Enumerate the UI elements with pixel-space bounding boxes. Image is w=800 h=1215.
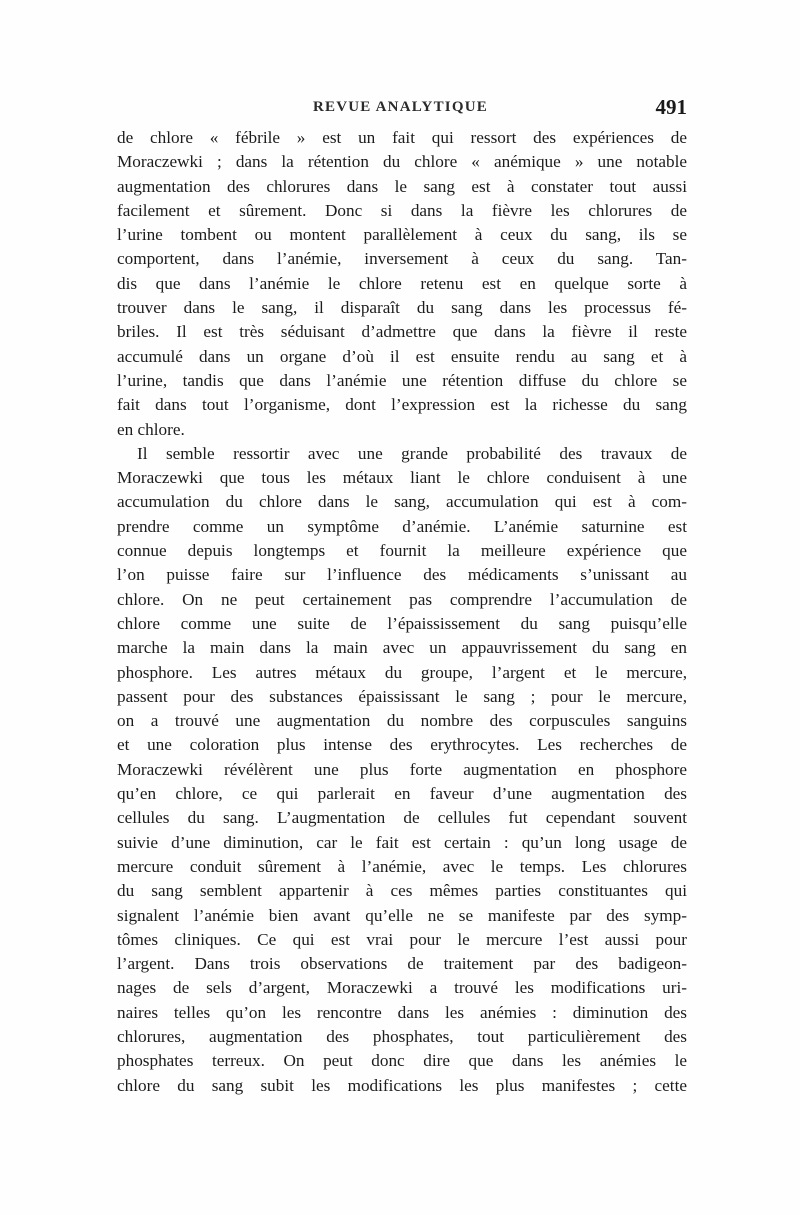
text-line: chlorures, augmentation des phosphates, tout particulièrement des <box>117 1026 687 1046</box>
paragraph-end-line: en chlore. <box>117 419 185 439</box>
body-text <box>117 126 687 1098</box>
text-line: accumulé dans un organe d’où il est ensuite rendu au sang et à <box>117 346 687 366</box>
text-line: tômes cliniques. Ce qui est vrai pour le mercure l’est aussi pour <box>117 929 687 949</box>
text-line: passent pour des substances épaississant le sang ; pour le mercure, <box>117 686 687 706</box>
text-line: l’argent. Dans trois observations de traitement par des badigeon- <box>117 954 687 974</box>
paragraph-first-line: Il semble ressortir avec une grande probabilité des travaux de <box>137 443 687 463</box>
text-line: dis que dans l’anémie le chlore retenu est en quelque sorte à <box>117 273 687 293</box>
text-line: chlore du sang subit les modifications les plus manifestes ; cette <box>117 1075 687 1095</box>
text-line: chlore comme une suite de l’épaississement du sang puisqu’elle <box>117 613 687 633</box>
text-line: marche la main dans la main avec un appauvrissement du sang en <box>117 638 687 658</box>
text-line: et une coloration plus intense des erythrocytes. Les recherches de <box>117 735 687 755</box>
text-line: fait dans tout l’organisme, dont l’expression est la richesse du sang <box>117 395 687 415</box>
text-line: du sang semblent appartenir à ces mêmes parties constituantes qui <box>117 881 687 901</box>
text-line: Moraczewki révélèrent une plus forte augmentation en phosphore <box>117 759 687 779</box>
text-line: accumulation du chlore dans le sang, accumulation qui est à com- <box>117 492 687 512</box>
text-line: phosphore. Les autres métaux du groupe, l’argent et le mercure, <box>117 662 687 682</box>
text-line: qu’en chlore, ce qui parlerait en faveur d’une augmentation des <box>117 784 687 804</box>
text-line: augmentation des chlorures dans le sang est à constater tout aussi <box>117 176 687 196</box>
running-head: REVUE ANALYTIQUE <box>313 99 488 115</box>
text-line: mercure conduit sûrement à l’anémie, avec le temps. Les chlorures <box>117 856 687 876</box>
text-line: de chlore « fébrile » est un fait qui ressort des expériences de <box>117 128 687 147</box>
text-line: trouver dans le sang, il disparaît du sang dans les processus fé- <box>117 298 687 318</box>
text-line: prendre comme un symptôme d’anémie. L’anémie saturnine est <box>117 516 687 536</box>
text-line: signalent l’anémie bien avant qu’elle ne se manifeste par des symp- <box>117 905 687 925</box>
text-line: nages de sels d’argent, Moraczewki a trouvé les modifications uri- <box>117 978 687 998</box>
text-line: naires telles qu’on les rencontre dans les anémies : diminution des <box>117 1002 687 1022</box>
text-line: chlore. On ne peut certainement pas comprendre l’accumulation de <box>117 589 687 609</box>
text-line: Moraczewki que tous les métaux liant le chlore conduisent à une <box>117 468 687 488</box>
text-line: connue depuis longtemps et fournit la meilleure expérience que <box>117 541 687 561</box>
text-line: briles. Il est très séduisant d’admettre que dans la fièvre il reste <box>117 322 687 342</box>
text-line: cellules du sang. L’augmentation de cellules fut cependant souvent <box>117 808 687 828</box>
text-line: on a trouvé une augmentation du nombre des corpuscules sanguins <box>117 711 687 731</box>
page-header <box>117 95 687 125</box>
text-line: l’urine tombent ou montent parallèlement à ceux du sang, ils se <box>117 225 687 245</box>
text-line: l’urine, tandis que dans l’anémie une rétention diffuse du chlore se <box>117 370 687 390</box>
text-line: Moraczewki ; dans la rétention du chlore « anémique » une notable <box>117 152 687 172</box>
text-line: suivie d’une diminution, car le fait est certain : qu’un long usage de <box>117 832 687 852</box>
text-line: comportent, dans l’anémie, inversement à ceux du sang. Tan- <box>117 249 687 269</box>
text-line: l’on puisse faire sur l’influence des médicaments s’unissant au <box>117 565 687 585</box>
text-line: phosphates terreux. On peut donc dire que dans les anémies le <box>117 1051 687 1071</box>
page-number: 491 <box>655 95 687 119</box>
text-line: facilement et sûrement. Donc si dans la fièvre les chlorures de <box>117 200 687 220</box>
